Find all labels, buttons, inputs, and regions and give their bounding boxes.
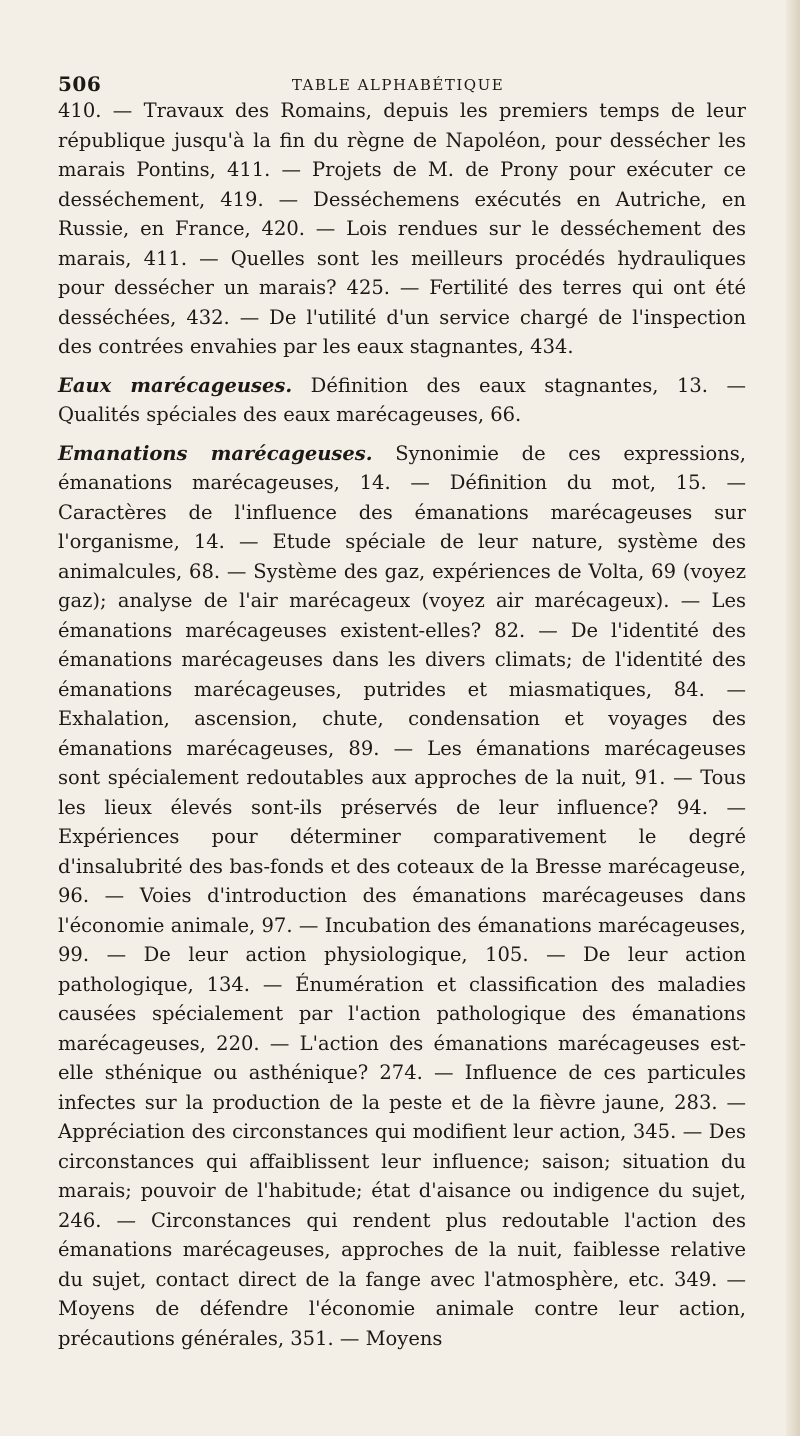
entry-text: Synonimie de ces expressions, émanations marécageuses, 14. — Définition du mot, 15. — Caractères de l'influence des émanations marécageuses sur l'organisme, 14. — Etude spéciale de leur nature, système des animalcules, 68. — Système des gaz, expériences de Volta, 69 (voyez gaz); analyse de l'air marécageux (voyez air marécageux). — Les émanations marécageuses existent-elles? 82. — De l'identité des émanations marécageuses dans les divers climats; de l'identité des émanations marécageuses, putrides et miasmatiques, 84. — Exhalation, ascension, chute, condensation et voyages des émanations marécageuses, 89. — Les émanations marécageuses sont spécialement redoutables aux approches de la nuit, 91. — Tous les lieux élevés sont-ils préservés de leur influence? 94. — Expériences pour déterminer comparativement le degré d'insalubrité des bas-fonds et des coteaux de la Bresse marécageuse, 96. — Voies d'introduction des émanations marécageuses dans l'économie animale, 97. — Incubation des émanations marécageuses, 99. — De leur action physiologique, 105. — De leur action pathologique, 134. — Énumération et classification des maladies causées spécialement par l'action pathologique des émanations marécageuses, 220. — L'action des émanations marécageuses est-elle sthénique ou asthénique? 274. — Influence de ces particules infectes sur la production de la peste et de la fièvre jaune, 283. — Appréciation des circonstances qui modifient leur action, 345. — Des circonstances qui affaiblissent leur influence; saison; situation du marais; pouvoir de l'habitude; état d'aisance ou indigence du sujet, 246. — Circonstances qui rendent plus redoutable l'action des émanations marécageuses, approches de la nuit, faiblesse relative du sujet, contact direct de la fange avec l'atmosphère, etc. 349. — Moyens de défendre l'économie animale contre leur action, précautions générales, 351. — Moyens bbox=[58, 441, 746, 1350]
index-entry-continuation bbox=[58, 96, 746, 362]
index-entry-eaux-marecageuses bbox=[58, 371, 746, 430]
index-body bbox=[58, 96, 746, 1353]
index-entry-emanations-marecageuses bbox=[58, 439, 746, 1354]
page-edge bbox=[786, 0, 800, 1436]
entry-term: Eaux marécageuses. bbox=[58, 373, 293, 397]
entry-text: Définition des eaux stagnantes, 13. — Qualités spéciales des eaux marécageuses, 66. bbox=[58, 373, 746, 426]
entry-text: 410. — Travaux des Romains, depuis les premiers temps de leur république jusqu'à la fin du règne de Napoléon, pour dessécher les marais Pontins, 411. — Projets de M. de Prony pour exécuter ce desséchement, 419. — Desséchemens exécutés en Autriche, en Russie, en France, 420. — Lois rendues sur le desséchement des marais, 411. — Quelles sont les meilleurs procédés hydrauliques pour dessécher un marais? 425. — Fertilité des terres qui ont été desséchées, 432. — De l'utilité d'un service chargé de l'inspection des contrées envahies par les eaux stagnantes, 434. bbox=[58, 99, 746, 358]
page-header bbox=[58, 72, 738, 94]
running-title: TABLE ALPHABÉTIQUE bbox=[291, 76, 505, 94]
page-number: 506 bbox=[58, 72, 102, 96]
entry-term: Emanations marécageuses. bbox=[58, 441, 373, 465]
